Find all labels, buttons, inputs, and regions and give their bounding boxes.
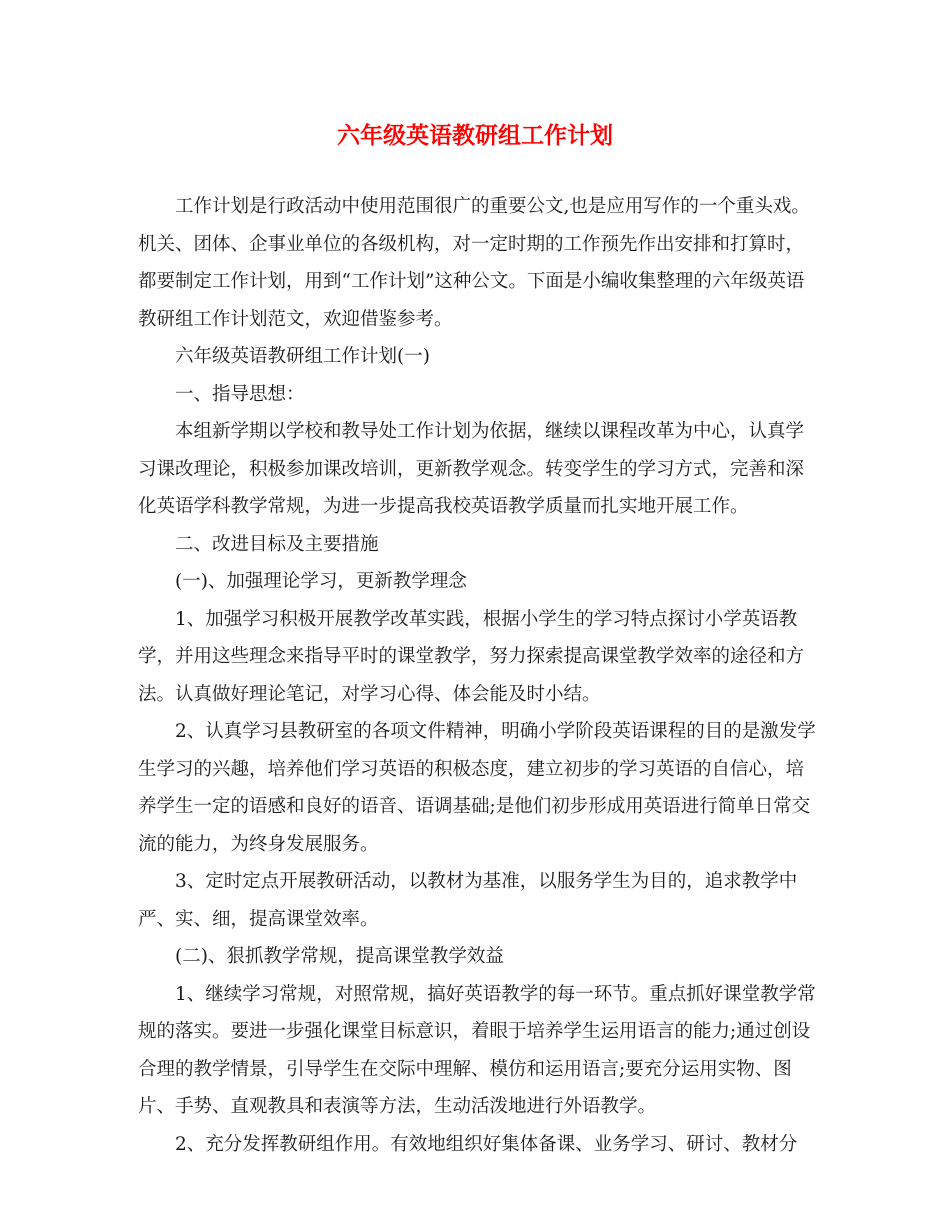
theory-item-3: 3、定时定点开展教研活动，以教材为基准，以服务学生为目的，追求教学中严、实、细，提高课堂效率。 xyxy=(138,871,798,930)
theory-item-1: 1、加强学习积极开展教学改革实践，根据小学生的学习特点探讨小学英语教学，并用这些理念来指导平时的课堂教学，努力探索提高课堂教学效率的途径和方法。认真做好理论笔记，对学习心得、体会能及时小结。 xyxy=(138,608,805,705)
plan-subtitle: 六年级英语教研组工作计划(一) xyxy=(175,346,430,367)
document-body xyxy=(138,188,818,1163)
intro-paragraph: 工作计划是行政活动中使用范围很广的重要公文,也是应用写作的一个重头戏。机关、团体、企事业单位的各级机构，对一定时期的工作预先作出安排和打算时，都要制定工作计划，用到“工作计划”这种公文。下面是小编收集整理的六年级英语教研组工作计划范文，欢迎借鉴参考。 xyxy=(138,196,810,330)
section-heading-guiding-thought: 一、指导思想： xyxy=(175,383,305,405)
section-heading-goals-measures: 二、改进目标及主要措施 xyxy=(175,533,379,555)
guiding-thought-paragraph: 本组新学期以学校和教导处工作计划为依据，继续以课程改革为中心，认真学习课改理论，积极参加课改培训，更新教学观念。转变学生的学习方式，完善和深化英语学科教学常规，为进一步提高我校英语教学质量而扎实地开展工作。 xyxy=(138,421,805,517)
theory-item-2: 2、认真学习县教研室的各项文件精神，明确小学阶段英语课程的目的是激发学生学习的兴趣，培养他们学习英语的积极态度，建立初步的学习英语的自信心，培养学生一定的语感和良好的语音、语调基础;是他们初步形成用英语进行简单日常交流的能力，为终身发展服务。 xyxy=(138,721,816,855)
routine-item-1: 1、继续学习常规，对照常规，搞好英语教学的每一环节。重点抓好课堂教学常规的落实。要进一步强化课堂目标意识，着眼于培养学生运用语言的能力;通过创设合理的教学情景，引导学生在交际中理解、模仿和运用语言;要充分运用实物、图片、手势、直观教具和表演等方法，生动活泼地进行外语教学。 xyxy=(138,983,816,1117)
subsection-heading-teaching-routine: (二)、狠抓教学常规，提高课堂教学效益 xyxy=(175,946,504,967)
subsection-heading-theory-study: (一)、加强理论学习，更新教学理念 xyxy=(175,571,467,592)
document-title: 六年级英语教研组工作计划 xyxy=(337,122,613,149)
routine-item-2: 2、充分发挥教研组作用。有效地组织好集体备课、业务学习、研讨、教材分 xyxy=(175,1133,798,1155)
